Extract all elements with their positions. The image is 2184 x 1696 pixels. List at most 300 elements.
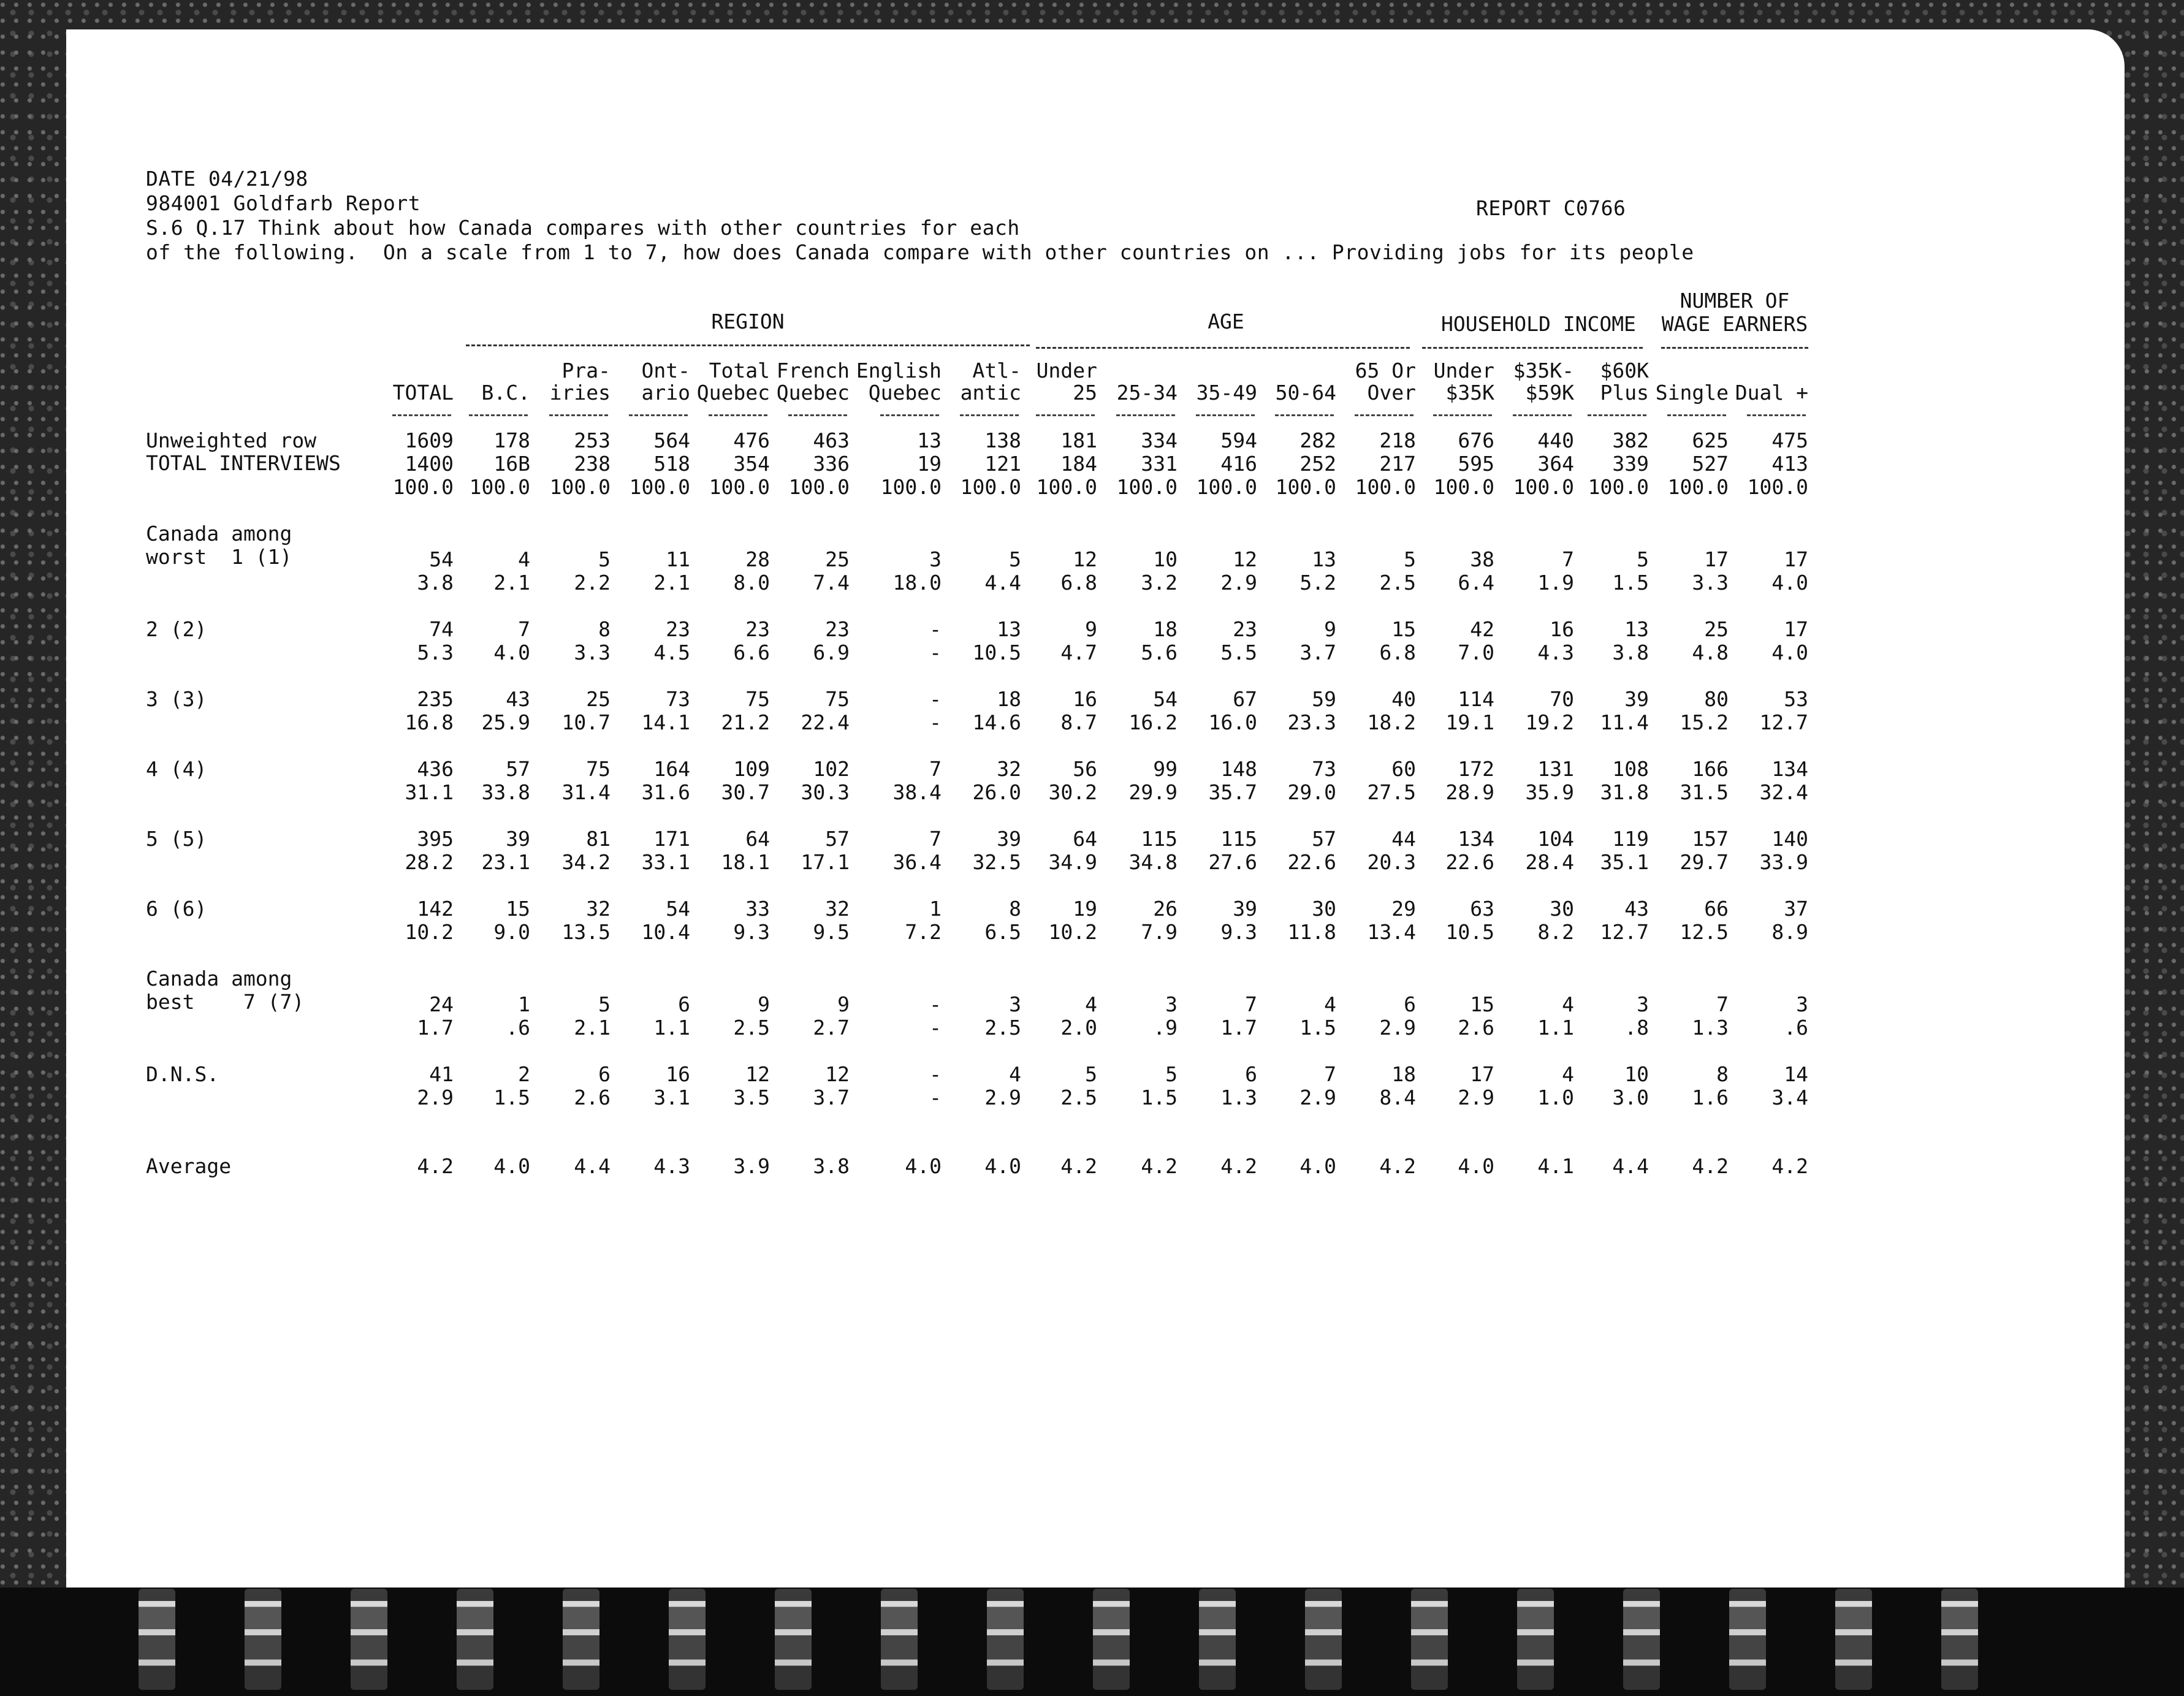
row-label: best 7 (7) <box>146 990 305 1014</box>
count-cell: 23 <box>1233 617 1257 641</box>
base-cell: 100.0 <box>709 475 770 499</box>
percent-cell: .9 <box>1153 1016 1178 1040</box>
average-cell: 4.3 <box>653 1154 690 1178</box>
count-cell: 42 <box>1470 617 1494 641</box>
count-cell: 7 <box>518 617 530 641</box>
percent-cell: 30.2 <box>1048 780 1097 804</box>
count-cell: 25 <box>1704 617 1729 641</box>
base-cell: 354 <box>733 452 770 476</box>
percent-cell: 33.1 <box>641 850 690 874</box>
count-cell: 13 <box>1312 547 1336 571</box>
count-cell: 114 <box>1458 687 1494 711</box>
base-cell: 282 <box>1299 428 1336 452</box>
base-cell: 463 <box>813 428 850 452</box>
percent-cell: 30.3 <box>801 780 850 804</box>
column-header: 50-64 <box>1275 381 1336 405</box>
base-label-total: TOTAL INTERVIEWS <box>146 451 341 475</box>
percent-cell: 2.1 <box>493 571 530 595</box>
row-label: D.N.S. <box>146 1062 219 1086</box>
column-header: Over <box>1367 381 1416 405</box>
count-cell: 9 <box>1324 617 1336 641</box>
binding-ring <box>987 1589 1024 1690</box>
average-cell: 4.2 <box>1692 1154 1729 1178</box>
count-cell: 9 <box>1085 617 1097 641</box>
percent-cell: - <box>929 710 942 734</box>
binding-ring <box>775 1589 812 1690</box>
count-cell: 395 <box>417 827 454 851</box>
count-cell: 33 <box>745 897 770 921</box>
percent-cell: 22.6 <box>1445 850 1494 874</box>
percent-cell: 29.7 <box>1680 850 1729 874</box>
count-cell: 109 <box>733 757 770 781</box>
row-label-prefix: Canada among <box>146 967 292 991</box>
percent-cell: 13.4 <box>1367 920 1416 944</box>
column-header-underline <box>709 414 767 416</box>
column-header: 25 <box>1073 381 1097 405</box>
percent-cell: - <box>929 1016 942 1040</box>
percent-cell: 4.0 <box>493 641 530 664</box>
column-header-underline <box>788 414 847 416</box>
column-header-underline <box>1667 414 1726 416</box>
percent-cell: 10.2 <box>1048 920 1097 944</box>
average-cell: 4.2 <box>1141 1154 1178 1178</box>
base-cell: 100.0 <box>1036 475 1097 499</box>
base-cell: 100.0 <box>788 475 850 499</box>
percent-cell: 14.1 <box>641 710 690 734</box>
count-cell: 17 <box>1784 547 1808 571</box>
region-underline <box>466 344 1030 346</box>
count-cell: 9 <box>758 992 770 1016</box>
percent-cell: 13.5 <box>561 920 611 944</box>
percent-cell: 8.9 <box>1771 920 1808 944</box>
base-cell: 100.0 <box>1196 475 1257 499</box>
count-cell: 1 <box>518 992 530 1016</box>
count-cell: 3 <box>1165 992 1178 1016</box>
count-cell: 54 <box>666 897 690 921</box>
count-cell: 7 <box>1324 1062 1336 1086</box>
percent-cell: 8.2 <box>1537 920 1574 944</box>
percent-cell: 6.6 <box>733 641 770 664</box>
percent-cell: 1.5 <box>493 1086 530 1109</box>
base-cell: 440 <box>1537 428 1574 452</box>
base-cell: 334 <box>1141 428 1178 452</box>
percent-cell: 1.1 <box>1537 1016 1574 1040</box>
base-cell: 331 <box>1141 452 1178 476</box>
percent-cell: 1.7 <box>1220 1016 1257 1040</box>
count-cell: 5 <box>598 992 611 1016</box>
count-cell: 436 <box>417 757 454 781</box>
percent-cell: 2.6 <box>574 1086 611 1109</box>
count-cell: 19 <box>1073 897 1097 921</box>
count-cell: 9 <box>837 992 850 1016</box>
report-page <box>66 29 2125 1611</box>
base-cell: 238 <box>574 452 611 476</box>
base-cell: 100.0 <box>1433 475 1494 499</box>
percent-cell: 10.7 <box>561 710 611 734</box>
percent-cell: 4.7 <box>1060 641 1097 664</box>
percent-cell: 1.9 <box>1537 571 1574 595</box>
count-cell: 32 <box>997 757 1021 781</box>
count-cell: 119 <box>1612 827 1649 851</box>
count-cell: 172 <box>1458 757 1494 781</box>
count-cell: 4 <box>1562 992 1574 1016</box>
count-cell: 13 <box>997 617 1021 641</box>
percent-cell: 4.0 <box>1771 641 1808 664</box>
row-label-prefix: Canada among <box>146 522 292 546</box>
count-cell: 12 <box>1073 547 1097 571</box>
column-header-underline <box>960 414 1019 416</box>
count-cell: 5 <box>1085 1062 1097 1086</box>
percent-cell: 22.4 <box>801 710 850 734</box>
count-cell: 15 <box>506 897 530 921</box>
percent-cell: 20.3 <box>1367 850 1416 874</box>
percent-cell: 32.5 <box>972 850 1021 874</box>
percent-cell: 2.1 <box>653 571 690 595</box>
age-underline <box>1036 347 1410 349</box>
binding-ring <box>1941 1589 1978 1690</box>
count-cell: 5 <box>1009 547 1021 571</box>
average-label: Average <box>146 1154 232 1178</box>
count-cell: 66 <box>1704 897 1729 921</box>
count-cell: 25 <box>825 547 850 571</box>
base-cell: 121 <box>984 452 1021 476</box>
count-cell: 15 <box>1391 617 1416 641</box>
column-header: Single <box>1655 381 1729 405</box>
count-cell: 54 <box>429 547 454 571</box>
count-cell: 43 <box>506 687 530 711</box>
percent-cell: 17.1 <box>801 850 850 874</box>
count-cell: 166 <box>1692 757 1729 781</box>
percent-cell: 1.1 <box>653 1016 690 1040</box>
percent-cell: 16.8 <box>405 710 454 734</box>
column-header-line1: English <box>856 359 942 382</box>
column-header-line1: Under <box>1036 359 1097 382</box>
count-cell: 18 <box>1391 1062 1416 1086</box>
count-cell: 5 <box>1165 1062 1178 1086</box>
percent-cell: 15.2 <box>1680 710 1729 734</box>
base-cell: 253 <box>574 428 611 452</box>
count-cell: 134 <box>1458 827 1494 851</box>
count-cell: 131 <box>1537 757 1574 781</box>
base-cell: 100.0 <box>960 475 1021 499</box>
column-header-underline <box>1433 414 1492 416</box>
column-header: Plus <box>1600 381 1649 405</box>
base-cell: 218 <box>1379 428 1416 452</box>
count-cell: 17 <box>1704 547 1729 571</box>
binding-ring <box>881 1589 918 1690</box>
count-cell: 75 <box>745 687 770 711</box>
percent-cell: 10.5 <box>972 641 1021 664</box>
count-cell: 25 <box>586 687 611 711</box>
base-cell: 1400 <box>405 452 454 476</box>
percent-cell: 35.7 <box>1208 780 1257 804</box>
percent-cell: 9.3 <box>733 920 770 944</box>
base-cell: 181 <box>1060 428 1097 452</box>
percent-cell: 2.9 <box>417 1086 454 1109</box>
percent-cell: 23.3 <box>1287 710 1336 734</box>
average-cell: 4.4 <box>1612 1154 1649 1178</box>
percent-cell: 6.8 <box>1060 571 1097 595</box>
percent-cell: 6.8 <box>1379 641 1416 664</box>
count-cell: 17 <box>1784 617 1808 641</box>
base-cell: 416 <box>1220 452 1257 476</box>
percent-cell: 1.3 <box>1692 1016 1729 1040</box>
percent-cell: 2.5 <box>733 1016 770 1040</box>
base-cell: 100.0 <box>880 475 942 499</box>
percent-cell: 12.7 <box>1759 710 1808 734</box>
row-label: 6 (6) <box>146 897 207 921</box>
count-cell: 18 <box>1153 617 1178 641</box>
count-cell: 44 <box>1391 827 1416 851</box>
percent-cell: 19.2 <box>1525 710 1574 734</box>
row-label: 3 (3) <box>146 687 207 711</box>
count-cell: 39 <box>1233 897 1257 921</box>
percent-cell: 28.2 <box>405 850 454 874</box>
binding-ring <box>1835 1589 1872 1690</box>
count-cell: 148 <box>1220 757 1257 781</box>
percent-cell: 33.8 <box>481 780 530 804</box>
base-cell: 100.0 <box>469 475 530 499</box>
base-cell: 382 <box>1612 428 1649 452</box>
count-cell: 38 <box>1470 547 1494 571</box>
count-cell: 43 <box>1624 897 1649 921</box>
percent-cell: 21.2 <box>721 710 770 734</box>
percent-cell: 18.1 <box>721 850 770 874</box>
base-cell: 100.0 <box>1513 475 1574 499</box>
column-header: $59K <box>1525 381 1574 405</box>
average-cell: 4.0 <box>1458 1154 1494 1178</box>
group-wage-earners-line2: WAGE EARNERS <box>1661 312 1808 336</box>
base-cell: 475 <box>1771 428 1808 452</box>
average-cell: 4.2 <box>1220 1154 1257 1178</box>
percent-cell: 5.6 <box>1141 641 1178 664</box>
count-cell: 57 <box>1312 827 1336 851</box>
count-cell: 29 <box>1391 897 1416 921</box>
percent-cell: 6.5 <box>984 920 1021 944</box>
count-cell: 8 <box>1716 1062 1729 1086</box>
percent-cell: 30.7 <box>721 780 770 804</box>
count-cell: 3 <box>1009 992 1021 1016</box>
base-cell: 625 <box>1692 428 1729 452</box>
column-header-underline <box>1355 414 1414 416</box>
percent-cell: 4.3 <box>1537 641 1574 664</box>
percent-cell: 34.8 <box>1128 850 1178 874</box>
base-cell: 100.0 <box>1355 475 1416 499</box>
percent-cell: 28.4 <box>1525 850 1574 874</box>
column-header: ario <box>641 381 690 405</box>
percent-cell: 10.2 <box>405 920 454 944</box>
percent-cell: 2.7 <box>813 1016 850 1040</box>
percent-cell: 29.0 <box>1287 780 1336 804</box>
binding-ring <box>563 1589 599 1690</box>
percent-cell: 2.1 <box>574 1016 611 1040</box>
income-underline <box>1422 347 1643 349</box>
count-cell: 23 <box>666 617 690 641</box>
average-cell: 3.8 <box>813 1154 850 1178</box>
percent-cell: 35.1 <box>1600 850 1649 874</box>
count-cell: 108 <box>1612 757 1649 781</box>
count-cell: 7 <box>929 827 942 851</box>
base-label-unweighted: Unweighted row <box>146 428 317 452</box>
count-cell: 16 <box>666 1062 690 1086</box>
base-cell: 594 <box>1220 428 1257 452</box>
count-cell: 23 <box>825 617 850 641</box>
base-cell: 595 <box>1458 452 1494 476</box>
average-cell: 4.0 <box>493 1154 530 1178</box>
percent-cell: 16.0 <box>1208 710 1257 734</box>
binding-ring <box>1305 1589 1342 1690</box>
binding-ring <box>1093 1589 1130 1690</box>
percent-cell: 6.9 <box>813 641 850 664</box>
count-cell: - <box>929 687 942 711</box>
count-cell: 235 <box>417 687 454 711</box>
count-cell: 14 <box>1784 1062 1808 1086</box>
percent-cell: 11.8 <box>1287 920 1336 944</box>
count-cell: 30 <box>1550 897 1574 921</box>
column-header-underline <box>1116 414 1175 416</box>
column-header-underline <box>469 414 528 416</box>
count-cell: 70 <box>1550 687 1574 711</box>
percent-cell: 3.0 <box>1612 1086 1649 1109</box>
report-date: DATE 04/21/98 <box>146 167 308 191</box>
count-cell: 4 <box>1324 992 1336 1016</box>
group-region: REGION <box>711 310 785 333</box>
percent-cell: - <box>929 641 942 664</box>
base-cell: 100.0 <box>1116 475 1178 499</box>
binding-ring <box>139 1589 175 1690</box>
percent-cell: 3.4 <box>1771 1086 1808 1109</box>
percent-cell: 3.2 <box>1141 571 1178 595</box>
count-cell: 3 <box>929 547 942 571</box>
percent-cell: 1.7 <box>417 1016 454 1040</box>
count-cell: 12 <box>825 1062 850 1086</box>
column-header-underline <box>1513 414 1572 416</box>
percent-cell: 2.9 <box>984 1086 1021 1109</box>
average-cell: 4.0 <box>1299 1154 1336 1178</box>
percent-cell: 16.2 <box>1128 710 1178 734</box>
percent-cell: 27.5 <box>1367 780 1416 804</box>
count-cell: 39 <box>1624 687 1649 711</box>
column-header-underline <box>1196 414 1255 416</box>
percent-cell: 2.0 <box>1060 1016 1097 1040</box>
count-cell: 3 <box>1637 992 1649 1016</box>
count-cell: 28 <box>745 547 770 571</box>
base-cell: 100.0 <box>1588 475 1649 499</box>
count-cell: 41 <box>429 1062 454 1086</box>
percent-cell: 36.4 <box>892 850 942 874</box>
count-cell: 7 <box>1562 547 1574 571</box>
binding-ring <box>351 1589 387 1690</box>
percent-cell: 3.5 <box>733 1086 770 1109</box>
count-cell: 13 <box>1624 617 1649 641</box>
base-cell: 413 <box>1771 452 1808 476</box>
percent-cell: 11.4 <box>1600 710 1649 734</box>
count-cell: 75 <box>825 687 850 711</box>
percent-cell: 2.2 <box>574 571 611 595</box>
count-cell: 32 <box>586 897 611 921</box>
column-header-line1: Total <box>709 359 770 382</box>
count-cell: 15 <box>1470 992 1494 1016</box>
percent-cell: 9.0 <box>493 920 530 944</box>
column-header-line1: 65 Or <box>1355 359 1416 382</box>
count-cell: 4 <box>1009 1062 1021 1086</box>
report-project: 984001 Goldfarb Report <box>146 191 421 215</box>
average-cell: 4.4 <box>574 1154 611 1178</box>
count-cell: 134 <box>1771 757 1808 781</box>
count-cell: 11 <box>666 547 690 571</box>
column-header-underline <box>549 414 608 416</box>
binding-ring <box>669 1589 706 1690</box>
column-header-line1: Atl- <box>972 359 1021 382</box>
base-cell: 564 <box>653 428 690 452</box>
percent-cell: 3.8 <box>417 571 454 595</box>
percent-cell: 22.6 <box>1287 850 1336 874</box>
count-cell: 24 <box>429 992 454 1016</box>
average-cell: 4.2 <box>1379 1154 1416 1178</box>
percent-cell: 18.0 <box>892 571 942 595</box>
base-cell: 100.0 <box>1275 475 1336 499</box>
column-header-underline <box>880 414 939 416</box>
percent-cell: 27.6 <box>1208 850 1257 874</box>
base-cell: 138 <box>984 428 1021 452</box>
count-cell: 23 <box>745 617 770 641</box>
binding-ring <box>1623 1589 1660 1690</box>
percent-cell: .6 <box>506 1016 530 1040</box>
percent-cell: 4.4 <box>984 571 1021 595</box>
percent-cell: 2.5 <box>984 1016 1021 1040</box>
count-cell: 80 <box>1704 687 1729 711</box>
percent-cell: 34.2 <box>561 850 611 874</box>
base-cell: 518 <box>653 452 690 476</box>
base-cell: 100.0 <box>1747 475 1808 499</box>
column-header: $35K <box>1445 381 1494 405</box>
count-cell: 39 <box>506 827 530 851</box>
count-cell: 59 <box>1312 687 1336 711</box>
count-cell: - <box>929 1062 942 1086</box>
count-cell: 164 <box>653 757 690 781</box>
percent-cell: 7.2 <box>905 920 942 944</box>
percent-cell: 1.0 <box>1537 1086 1574 1109</box>
column-header: antic <box>960 381 1021 405</box>
count-cell: 57 <box>506 757 530 781</box>
column-header-underline <box>392 414 451 416</box>
binding-ring <box>1411 1589 1448 1690</box>
count-cell: 115 <box>1220 827 1257 851</box>
count-cell: 16 <box>1550 617 1574 641</box>
base-cell: 527 <box>1692 452 1729 476</box>
count-cell: 32 <box>825 897 850 921</box>
percent-cell: 1.5 <box>1299 1016 1336 1040</box>
percent-cell: 3.8 <box>1612 641 1649 664</box>
column-header-underline <box>1036 414 1095 416</box>
count-cell: 75 <box>586 757 611 781</box>
percent-cell: 28.9 <box>1445 780 1494 804</box>
count-cell: 6 <box>1404 992 1416 1016</box>
base-cell: 100.0 <box>549 475 611 499</box>
binding-ring <box>1517 1589 1554 1690</box>
percent-cell: 3.1 <box>653 1086 690 1109</box>
count-cell: 56 <box>1073 757 1097 781</box>
percent-cell: 1.5 <box>1141 1086 1178 1109</box>
column-header-underline <box>1588 414 1646 416</box>
percent-cell: 14.6 <box>972 710 1021 734</box>
percent-cell: 8.4 <box>1379 1086 1416 1109</box>
average-cell: 4.0 <box>984 1154 1021 1178</box>
column-header-line1: $60K <box>1600 359 1649 382</box>
count-cell: 30 <box>1312 897 1336 921</box>
percent-cell: 31.8 <box>1600 780 1649 804</box>
percent-cell: 18.2 <box>1367 710 1416 734</box>
